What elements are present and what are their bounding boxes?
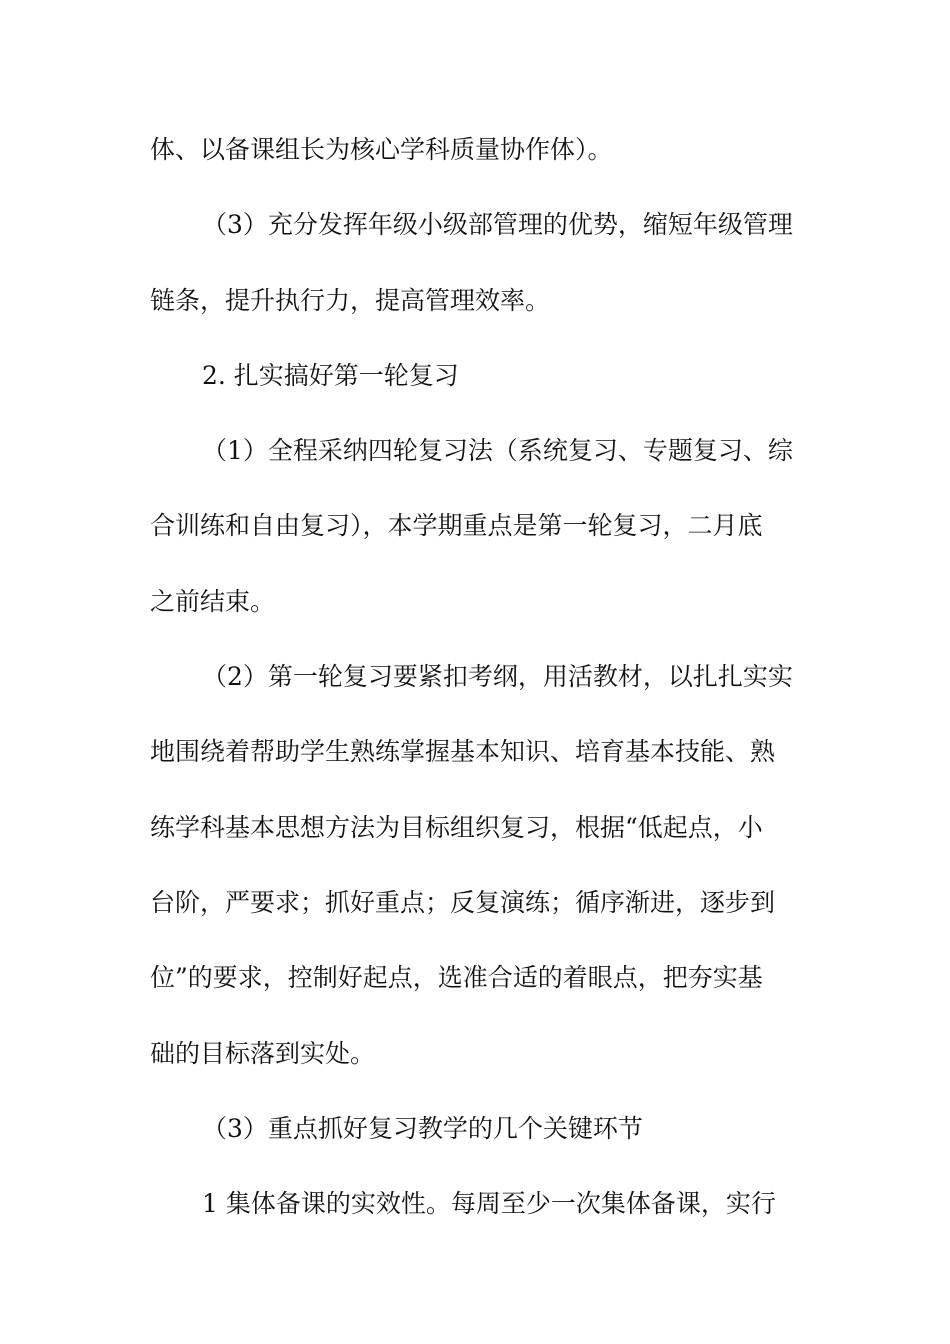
- text-line: 链条，提升执行力，提高管理效率。: [150, 285, 551, 315]
- paragraph-start-line: （1）全程采纳四轮复习法（系统复习、专题复习、综: [202, 436, 793, 466]
- text-line: 之前结束。: [150, 586, 276, 616]
- section-heading: 2. 扎实搞好第一轮复习: [202, 360, 459, 390]
- paragraph-start-line: （2）第一轮复习要紧扣考纲，用活教材，以扎扎实实: [202, 662, 793, 692]
- document-body: [150, 112, 810, 1241]
- paragraph-start-line: 1 集体备课的实效性。每周至少一次集体备课，实行: [202, 1189, 776, 1219]
- text-line: 合训练和自由复习），本学期重点是第一轮复习，二月底: [150, 511, 763, 541]
- text-line: 体、以备课组长为核心学科质量协作体）。: [150, 135, 613, 164]
- text-line: 位”的要求，控制好起点，选准合适的着眼点，把夯实基: [150, 963, 763, 993]
- text-line: 台阶，严要求；抓好重点；反复演练；循序渐进，逐步到: [150, 887, 776, 917]
- text-line: 础的目标落到实处。: [150, 1038, 376, 1068]
- text-line: 练学科基本思想方法为目标组织复习，根据“低起点，小: [150, 812, 763, 842]
- paragraph-start-line: （3）充分发挥年级小级部管理的优势，缩短年级管理: [202, 210, 793, 240]
- text-line: 地围绕着帮助学生熟练掌握基本知识、培育基本技能、熟: [150, 737, 776, 767]
- paragraph-start-line: （3）重点抓好复习教学的几个关键环节: [202, 1113, 643, 1143]
